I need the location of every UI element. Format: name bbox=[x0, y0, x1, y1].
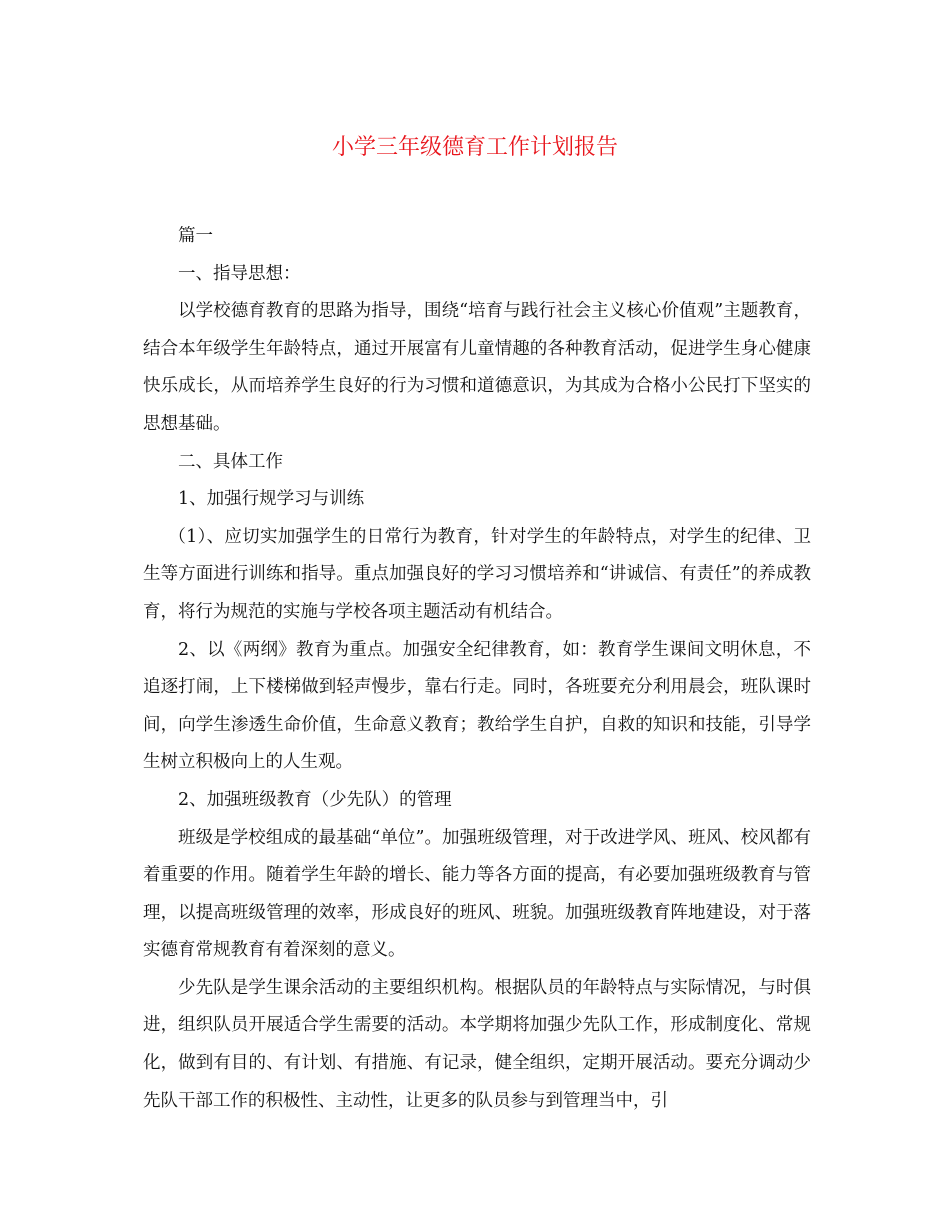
document-body bbox=[143, 218, 811, 1120]
paragraph-young-pioneers: 少先队是学生课余活动的主要组织机构。根据队员的年龄特点与实际情况，与时俱进，组织队员开展适合学生需要的活动。本学期将加强少先队工作，形成制度化、常规化，做到有目的、有计划、有措施、有记录，健全组织，定期开展活动。要充分调动少先队干部工作的积极性、主动性，让更多的队员参与到管理当中，引 bbox=[143, 977, 811, 1111]
document-title: 小学三年级德育工作计划报告 bbox=[331, 135, 618, 160]
heading-behavior-training: 1、加强行规学习与训练 bbox=[178, 489, 365, 510]
heading-class-management: 2、加强班级教育（少先队）的管理 bbox=[178, 789, 452, 810]
section-label: 篇一 bbox=[178, 226, 213, 246]
paragraph-safety-education: 2、以《两纲》教育为重点。加强安全纪律教育，如：教育学生课间文明休息，不追逐打闹，上下楼梯做到轻声慢步，靠右行走。同时，各班要充分利用晨会，班队课时间，向学生渗透生命价值，生命意义教育；教给学生自护，自救的知识和技能，引导学生树立积极向上的人生观。 bbox=[143, 639, 811, 773]
heading-specific-work: 二、具体工作 bbox=[178, 451, 283, 472]
paragraph-guiding-ideology: 以学校德育教育的思路为指导，围绕“培育与践行社会主义核心价值观”主题教育，结合本年级学生年龄特点，通过开展富有儿童情趣的各种教育活动，促进学生身心健康快乐成长，从而培养学生良好的行为习惯和道德意识，为其成为合格小公民打下坚实的思想基础。 bbox=[143, 301, 811, 434]
heading-guiding-ideology: 一、指导思想： bbox=[178, 263, 301, 284]
paragraph-daily-behavior: （1）、应切实加强学生的日常行为教育，针对学生的年龄特点，对学生的纪律、卫生等方面进行训练和指导。重点加强良好的学习习惯培养和“讲诚信、有责任”的养成教育，将行为规范的实施与学校各项主题活动有机结合。 bbox=[143, 526, 811, 622]
paragraph-class-management: 班级是学校组成的最基础“单位”。加强班级管理，对于改进学风、班风、校风都有着重要的作用。随着学生年龄的增长、能力等各方面的提高，有必要加强班级教育与管理，以提高班级管理的效率，形成良好的班风、班貌。加强班级教育阵地建设，对于落实德育常规教育有着深刻的意义。 bbox=[143, 827, 811, 961]
